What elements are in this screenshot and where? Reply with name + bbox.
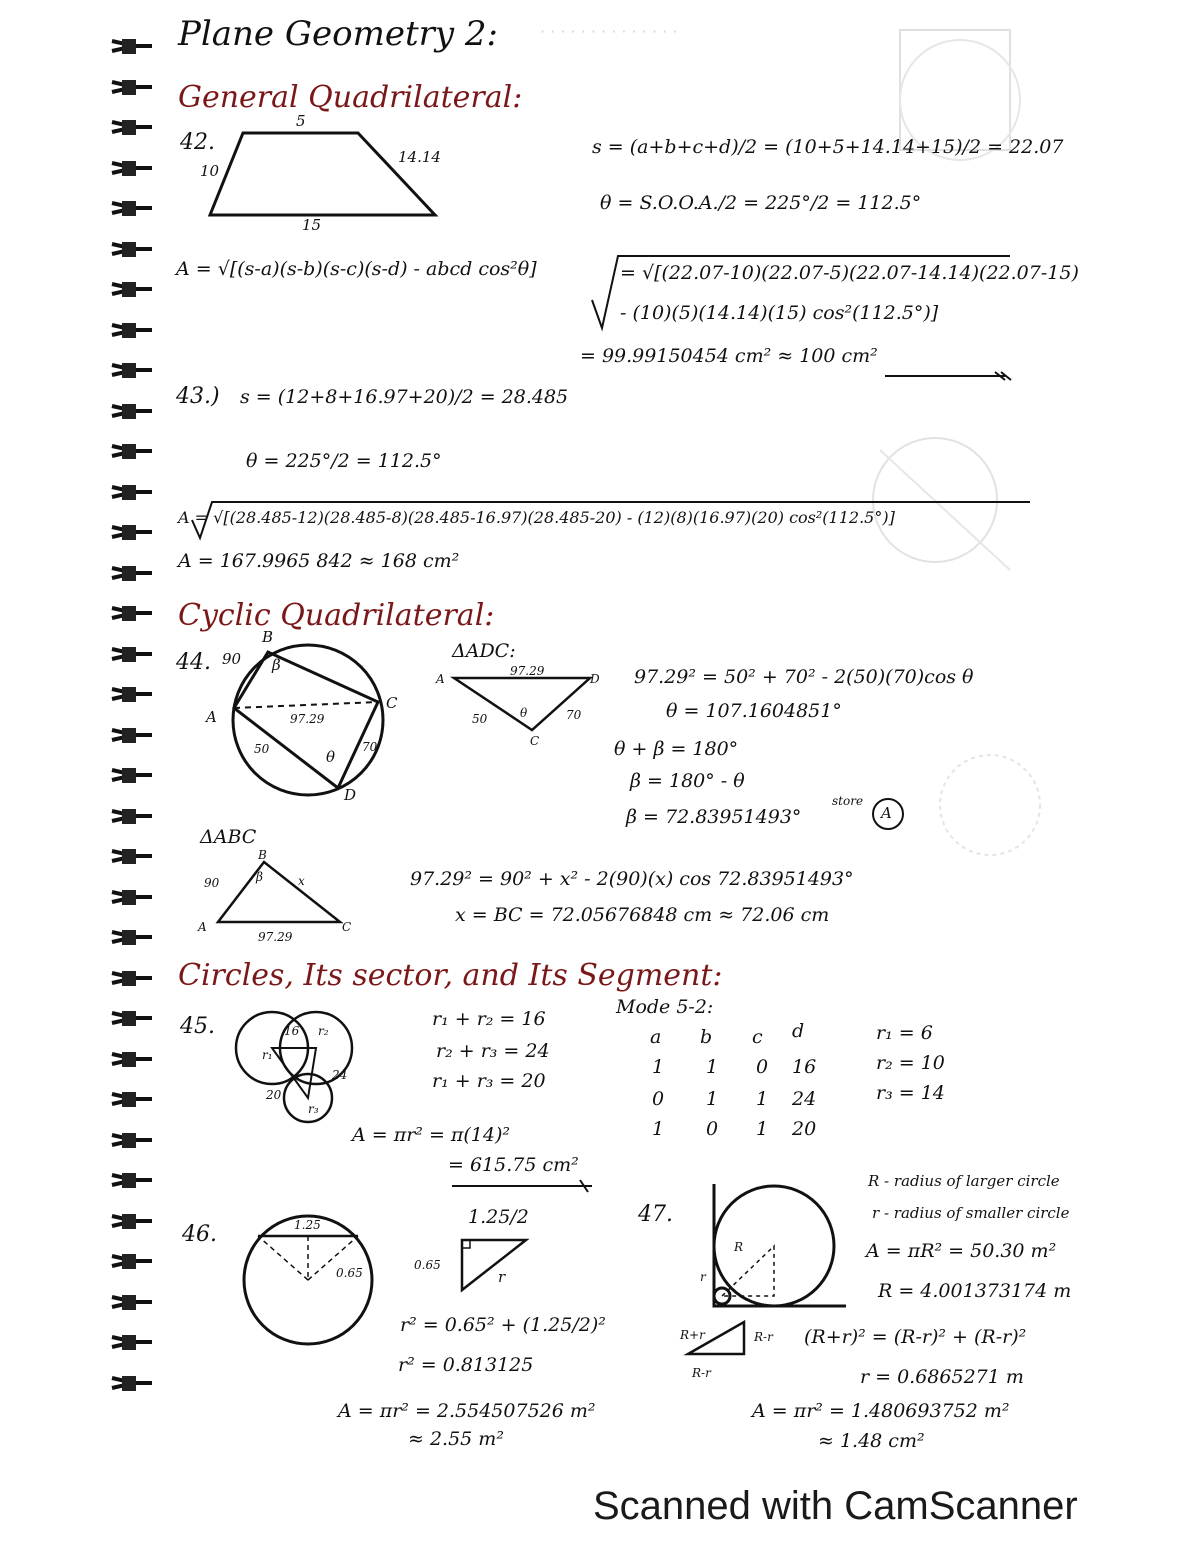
angle-beta: β xyxy=(272,656,281,674)
matrix-cell: 1 xyxy=(706,1056,719,1078)
problem-47-number: 47. xyxy=(638,1202,673,1227)
semiperimeter-formula: s = (a+b+c+d)/2 = (10+5+14.14+15)/2 = 22.07 xyxy=(592,136,1064,158)
spiral-coil xyxy=(112,362,156,378)
problem-45-number: 45. xyxy=(180,1014,215,1039)
side-label-top: 5 xyxy=(296,112,306,130)
problem-46-area: A = πr² = 2.554507526 m² xyxy=(338,1400,596,1422)
problem-45-result: = 615.75 cm² xyxy=(448,1154,579,1176)
segment-label-16: 16 xyxy=(284,1024,300,1038)
matrix-cell: 0 xyxy=(652,1088,665,1110)
diagonal-label: 97.29 xyxy=(510,664,545,678)
solution-r1: r₁ = 6 xyxy=(876,1022,933,1044)
spiral-coil xyxy=(112,1010,156,1026)
matrix-header: c xyxy=(752,1026,763,1048)
calculator-mode: Mode 5-2: xyxy=(616,996,714,1018)
spiral-coil xyxy=(112,443,156,459)
spiral-coil xyxy=(112,1051,156,1067)
segment-label: 0.65 xyxy=(336,1266,363,1280)
matrix-cell: 16 xyxy=(792,1056,817,1078)
angle-beta: β xyxy=(256,870,263,884)
matrix-header: d xyxy=(792,1020,805,1042)
spiral-coil xyxy=(112,565,156,581)
problem-47-result: ≈ 1.48 cm² xyxy=(818,1430,925,1452)
definition-big-radius: R - radius of larger circle xyxy=(868,1172,1060,1190)
leg-label: R-r xyxy=(692,1366,711,1380)
big-radius-value: R = 4.001373174 m xyxy=(878,1280,1072,1302)
problem-42-result: = 99.99150454 cm² ≈ 100 cm² xyxy=(580,345,878,367)
spiral-coil xyxy=(112,1334,156,1350)
chord-label: 1.25 xyxy=(294,1218,321,1232)
spiral-coil xyxy=(112,119,156,135)
spiral-coil xyxy=(112,524,156,540)
spiral-coil xyxy=(112,160,156,176)
tangent-circles-figure xyxy=(700,1180,850,1310)
angle-theta: θ xyxy=(326,748,336,766)
problem-43-result: A = 167.9965 842 ≈ 168 cm² xyxy=(178,550,460,572)
problem-42-number: 42. xyxy=(180,130,215,155)
vertex-a: A xyxy=(198,920,207,934)
theta-value: θ = 107.1604851° xyxy=(666,700,842,722)
big-circle-area: A = πR² = 50.30 m² xyxy=(866,1240,1057,1262)
matrix-header: b xyxy=(700,1026,713,1048)
triangle-adc-figure xyxy=(450,668,610,738)
spiral-coil xyxy=(112,484,156,500)
spiral-coil xyxy=(112,1253,156,1269)
matrix-header: a xyxy=(650,1026,662,1048)
spiral-coil xyxy=(112,241,156,257)
problem-46-number: 46. xyxy=(182,1222,217,1247)
store-label: store xyxy=(832,794,864,808)
spiral-coil xyxy=(112,646,156,662)
memory-key-label: A xyxy=(881,804,892,822)
spiral-coil xyxy=(112,281,156,297)
spiral-coil xyxy=(112,970,156,986)
spiral-coil xyxy=(112,200,156,216)
vertex-a: A xyxy=(206,708,217,726)
law-of-cosines-1: 97.29² = 50² + 70² - 2(50)(70)cos θ xyxy=(634,666,974,688)
spiral-coil xyxy=(112,605,156,621)
matrix-cell: 1 xyxy=(756,1118,769,1140)
side-label: 50 xyxy=(472,712,488,726)
beta-value: β = 72.83951493° xyxy=(626,806,802,828)
problem-43-number: 43.) xyxy=(176,384,220,409)
law-of-cosines-2: 97.29² = 90² + x² - 2(90)(x) cos 72.83951493° xyxy=(410,868,854,890)
system-eq-2: r₂ + r₃ = 24 xyxy=(436,1040,550,1062)
spiral-coil xyxy=(112,1213,156,1229)
page-title: Plane Geometry 2: xyxy=(178,14,498,54)
radius-squared: r² = 0.813125 xyxy=(398,1354,534,1376)
angle-theta: θ xyxy=(520,706,528,720)
spiral-coil xyxy=(112,767,156,783)
side-label-ad: 50 xyxy=(254,742,270,756)
theta-formula: θ = 225°/2 = 112.5° xyxy=(246,450,442,472)
spiral-coil xyxy=(112,403,156,419)
side-label-bc: x xyxy=(298,874,305,888)
spiral-coil xyxy=(112,1172,156,1188)
radius-label-r1: r₁ xyxy=(262,1048,273,1062)
leg-label: 0.65 xyxy=(414,1258,441,1272)
area-formula: A = √[(s-a)(s-b)(s-c)(s-d) - abcd cos²θ] xyxy=(176,258,537,280)
answer-underline xyxy=(452,1180,602,1192)
spiral-coil xyxy=(112,929,156,945)
radius-label: r xyxy=(498,1268,506,1286)
side-label-right: 14.14 xyxy=(398,148,441,166)
vertex-d: D xyxy=(344,786,357,804)
spiral-coil xyxy=(112,38,156,54)
spiral-coil xyxy=(112,686,156,702)
matrix-cell: 1 xyxy=(652,1118,665,1140)
system-eq-3: r₁ + r₃ = 20 xyxy=(432,1070,546,1092)
small-radius-value: r = 0.6865271 m xyxy=(860,1366,1024,1388)
angle-sum: θ + β = 180° xyxy=(614,738,739,760)
solution-r2: r₂ = 10 xyxy=(876,1052,945,1074)
section-heading-general-quadrilateral: General Quadrilateral: xyxy=(178,80,523,115)
radius-label-r3: r₃ xyxy=(308,1102,319,1116)
hypotenuse-label: R+r xyxy=(680,1328,705,1342)
spiral-coil xyxy=(112,848,156,864)
vertex-b: B xyxy=(258,848,267,862)
spiral-coil xyxy=(112,1375,156,1391)
matrix-cell: 1 xyxy=(652,1056,665,1078)
matrix-cell: 0 xyxy=(756,1056,769,1078)
half-chord-label: 1.25/2 xyxy=(468,1206,529,1228)
semiperimeter-formula: s = (12+8+16.97+20)/2 = 28.485 xyxy=(240,386,569,408)
substitution-line-1: = √[(22.07-10)(22.07-5)(22.07-14.14)(22.07-15) xyxy=(620,262,1079,284)
system-eq-1: r₁ + r₂ = 16 xyxy=(432,1008,546,1030)
scanner-watermark: Scanned with CamScanner xyxy=(593,1484,1078,1528)
vertex-a: A xyxy=(436,672,445,686)
side-label-bottom: 15 xyxy=(302,216,322,234)
vertex-b: B xyxy=(262,628,274,646)
bleed-through: · · · · · · · · · · · · · · xyxy=(540,22,678,41)
small-radius-label: r xyxy=(700,1270,706,1284)
side-label-ab: 90 xyxy=(222,650,242,668)
right-triangle-figure xyxy=(456,1236,536,1296)
problem-46-result: ≈ 2.55 m² xyxy=(408,1428,504,1450)
vertex-c: C xyxy=(342,920,352,934)
vertex-c: C xyxy=(530,734,540,748)
triangle-adc-title: ΔADC: xyxy=(452,640,516,662)
answer-underline xyxy=(885,372,1025,382)
section-heading-cyclic-quadrilateral: Cyclic Quadrilateral: xyxy=(178,598,495,633)
spiral-coil xyxy=(112,1294,156,1310)
side-label-dc: 70 xyxy=(362,740,378,754)
matrix-cell: 1 xyxy=(706,1088,719,1110)
matrix-cell: 0 xyxy=(706,1118,719,1140)
problem-44-number: 44. xyxy=(176,650,211,675)
triangle-abc-figure xyxy=(210,858,350,928)
segment-label-20: 20 xyxy=(266,1088,282,1102)
matrix-cell: 1 xyxy=(756,1088,769,1110)
radius-label-r2: r₂ xyxy=(318,1024,329,1038)
vertex-d: D xyxy=(590,672,600,686)
segment-label-24: 24 xyxy=(332,1068,348,1082)
pythagorean-eq: r² = 0.65² + (1.25/2)² xyxy=(400,1314,606,1336)
area-formula: A = √[(28.485-12)(28.485-8)(28.485-16.97)(28.485-20) - (12)(8)(16.97)(20) cos²(112.5°)] xyxy=(178,508,895,527)
problem-44-result: x = BC = 72.05676848 cm ≈ 72.06 cm xyxy=(455,904,830,926)
vertex-c: C xyxy=(386,694,398,712)
spiral-coil xyxy=(112,1091,156,1107)
bleed-through-figure-3 xyxy=(930,750,1050,860)
largest-circle-area: A = πr² = π(14)² xyxy=(352,1124,511,1146)
side-label: 70 xyxy=(566,708,582,722)
definition-small-radius: r - radius of smaller circle xyxy=(872,1204,1070,1222)
spiral-coil xyxy=(112,889,156,905)
side-label-left: 10 xyxy=(200,162,220,180)
spiral-coil xyxy=(112,1132,156,1148)
big-radius-label: R xyxy=(734,1240,744,1254)
side-label-ac: 97.29 xyxy=(258,930,293,944)
matrix-cell: 20 xyxy=(792,1118,817,1140)
pythagorean-eq: (R+r)² = (R-r)² + (R-r)² xyxy=(804,1326,1027,1348)
spiral-coil xyxy=(112,727,156,743)
triangle-abc-title: ΔABC xyxy=(200,826,257,848)
section-heading-circles: Circles, Its sector, and Its Segment: xyxy=(178,958,723,993)
trapezoid-figure xyxy=(200,125,450,225)
solution-r3: r₃ = 14 xyxy=(876,1082,945,1104)
spiral-coil xyxy=(112,79,156,95)
leg-label: R-r xyxy=(754,1330,773,1344)
beta-equation: β = 180° - θ xyxy=(630,770,745,792)
matrix-cell: 24 xyxy=(792,1088,817,1110)
substitution-line-2: - (10)(5)(14.14)(15) cos²(112.5°)] xyxy=(620,302,939,324)
theta-formula: θ = S.O.O.A./2 = 225°/2 = 112.5° xyxy=(600,192,922,214)
diagonal-label: 97.29 xyxy=(290,712,325,726)
small-circle-area: A = πr² = 1.480693752 m² xyxy=(752,1400,1010,1422)
side-label-ab: 90 xyxy=(204,876,220,890)
spiral-coil xyxy=(112,808,156,824)
spiral-coil xyxy=(112,322,156,338)
